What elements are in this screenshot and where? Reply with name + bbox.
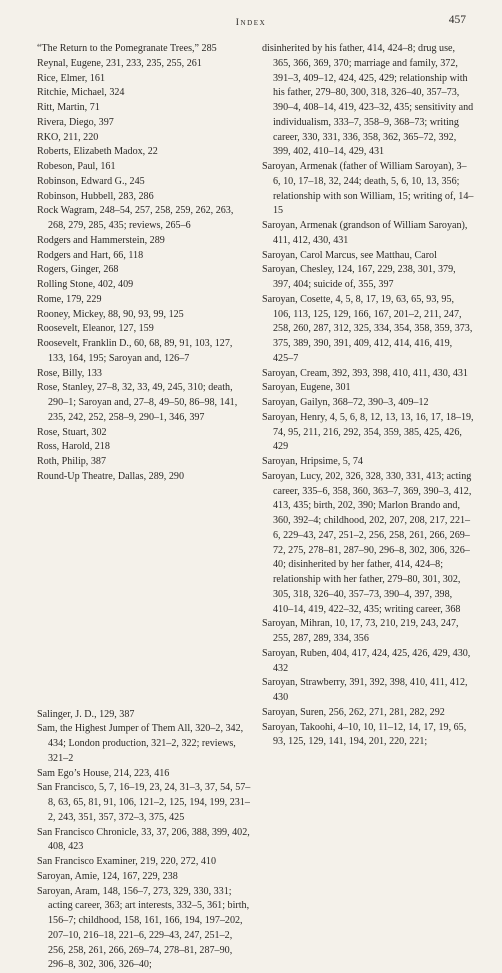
index-entry: Roth, Philip, 387 [37,455,252,470]
index-entry: Saroyan, Cosette, 4, 5, 8, 17, 19, 63, 65, 93, 95, 106, 113, 125, 129, 166, 167, 201–2, 211, 247, 258, 260, 287, 312, 325, 334, 354, 358, 359, 373, 375, 389, 390, 391, 409, 412, 414, 416, 419, 425–7 [262,293,474,367]
index-entry: Saroyan, Aram, 148, 156–7, 273, 329, 330, 331; acting career, 363; art interests, 332–5, 361; birth, 156–7; childhood, 158, 161, 166, 194, 197–202, 207–10, 216–18, 221–6, 229–43, 247, 251–2, 256, 258, 261, 266, 269–74, 278–81, 287–90, 296–8, 302, 306, 326–40; [37,885,252,973]
index-entry: Saroyan, Eugene, 301 [262,381,474,396]
index-entry: Sam, the Highest Jumper of Them All, 320–2, 342, 434; London production, 321–2, 322; reviews, 321–2 [37,722,252,766]
index-entry: Rice, Elmer, 161 [37,72,252,87]
page-header [0,14,502,30]
index-entry: disinherited by his father, 414, 424–8; drug use, 365, 366, 369, 370; marriage and family, 372, 391–3, 409–12, 424, 425, 429; relationship with his father, 279–80, 300, 318, 326–40, 357–73, 390–4, 408–14, 419, 423–32, 435; sensitivity and individualism, 333–7, 358–9, 368–73; writing career, 330, 331, 336, 358, 362, 365–72, 392, 399, 402, 410–14, 429, 431 [262,42,474,160]
index-entry: Saroyan, Cream, 392, 393, 398, 410, 411, 430, 431 [262,367,474,382]
index-entry: Robinson, Edward G., 245 [37,175,252,190]
running-title: Index [0,18,502,28]
index-entry: San Francisco Examiner, 219, 220, 272, 410 [37,855,252,870]
index-entry: Roosevelt, Franklin D., 60, 68, 89, 91, 103, 127, 133, 164, 195; Saroyan and, 126–7 [37,337,252,367]
index-column-left [37,42,252,973]
index-entry: Saroyan, Gailyn, 368–72, 390–3, 409–12 [262,396,474,411]
index-entry: Saroyan, Takoohi, 4–10, 10, 11–12, 14, 17, 19, 65, 93, 125, 129, 141, 194, 201, 220, 221; [262,721,474,751]
index-entry: Saroyan, Mihran, 10, 17, 73, 210, 219, 243, 247, 255, 287, 289, 334, 356 [262,617,474,647]
index-entry: Rolling Stone, 402, 409 [37,278,252,293]
letter-section-gap [37,485,252,708]
index-entry: Rogers, Ginger, 268 [37,263,252,278]
index-entry: Ross, Harold, 218 [37,440,252,455]
index-entry: Saroyan, Armenak (father of William Saroyan), 3–6, 10, 17–18, 32, 244; death, 5, 6, 10, 13, 356; relationship with son William, 15; writing of, 14–15 [262,160,474,219]
index-entry: “The Return to the Pomegranate Trees,” 285 [37,42,252,57]
index-entry: Saroyan, Lucy, 202, 326, 328, 330, 331, 413; acting career, 335–6, 358, 360, 363–7, 369, 390–3, 412, 413, 435; birth, 202, 390; Marlon Brando and, 360, 392–4; childhood, 202, 207, 208, 217, 221–6, 229–43, 247, 251–2, 256, 258, 261, 266, 269–72, 275, 278–81, 287–90, 296–8, 302, 306, 326–40; disinherited by her father, 414, 424–8; relationship with her father, 279–80, 301, 302, 305, 318, 326–40, 357–73, 390–4, 397, 398, 410–14, 419, 422–32, 435; writing career, 368 [262,470,474,618]
index-entry: Rose, Stanley, 27–8, 32, 33, 49, 245, 310; death, 290–1; Saroyan and, 27–8, 49–50, 86–98, 141, 235, 242, 252, 258–9, 290–1, 346, 397 [37,381,252,425]
index-entry: Rock Wagram, 248–54, 257, 258, 259, 262, 263, 268, 279, 285, 435; reviews, 265–6 [37,204,252,234]
index-entry: Round-Up Theatre, Dallas, 289, 290 [37,470,252,485]
index-entry: Rodgers and Hart, 66, 118 [37,249,252,264]
index-entry: Reynal, Eugene, 231, 233, 235, 255, 261 [37,57,252,72]
index-entry: Rose, Billy, 133 [37,367,252,382]
index-entry: Ritchie, Michael, 324 [37,86,252,101]
index-entry: Saroyan, Amie, 124, 167, 229, 238 [37,870,252,885]
index-entry: Robinson, Hubbell, 283, 286 [37,190,252,205]
index-entry: San Francisco Chronicle, 33, 37, 206, 388, 399, 402, 408, 423 [37,826,252,856]
index-entry: Saroyan, Carol Marcus, see Matthau, Carol [262,249,474,264]
index-entry: Saroyan, Ruben, 404, 417, 424, 425, 426, 429, 430, 432 [262,647,474,677]
index-entry: Ritt, Martin, 71 [37,101,252,116]
index-entry: Saroyan, Armenak (grandson of William Saroyan), 411, 412, 430, 431 [262,219,474,249]
page-number: 457 [449,14,466,26]
index-entry: Salinger, J. D., 129, 387 [37,708,252,723]
index-column-right [262,42,474,750]
index-entry: Rivera, Diego, 397 [37,116,252,131]
index-entry: Roberts, Elizabeth Madox, 22 [37,145,252,160]
index-entry: Roosevelt, Eleanor, 127, 159 [37,322,252,337]
index-entry: Saroyan, Henry, 4, 5, 6, 8, 12, 13, 13, 16, 17, 18–19, 74, 95, 211, 216, 292, 354, 359, 385, 425, 426, 429 [262,411,474,455]
index-entry: Saroyan, Strawberry, 391, 392, 398, 410, 411, 412, 430 [262,676,474,706]
index-entry: Saroyan, Chesley, 124, 167, 229, 238, 301, 379, 397, 404; suicide of, 355, 397 [262,263,474,293]
index-entry: Rodgers and Hammerstein, 289 [37,234,252,249]
index-entry: Rose, Stuart, 302 [37,426,252,441]
index-entry: San Francisco, 5, 7, 16–19, 23, 24, 31–3, 37, 54, 57–8, 63, 65, 81, 91, 106, 121–2, 125, 194, 199, 231–2, 243, 351, 357, 372–3, 375, 425 [37,781,252,825]
index-entry: Rooney, Mickey, 88, 90, 93, 99, 125 [37,308,252,323]
index-entry: Robeson, Paul, 161 [37,160,252,175]
index-entry: RKO, 211, 220 [37,131,252,146]
index-entry: Saroyan, Hripsime, 5, 74 [262,455,474,470]
index-entry: Saroyan, Suren, 256, 262, 271, 281, 282, 292 [262,706,474,721]
index-entry: Sam Ego’s House, 214, 223, 416 [37,767,252,782]
index-entry: Rome, 179, 229 [37,293,252,308]
